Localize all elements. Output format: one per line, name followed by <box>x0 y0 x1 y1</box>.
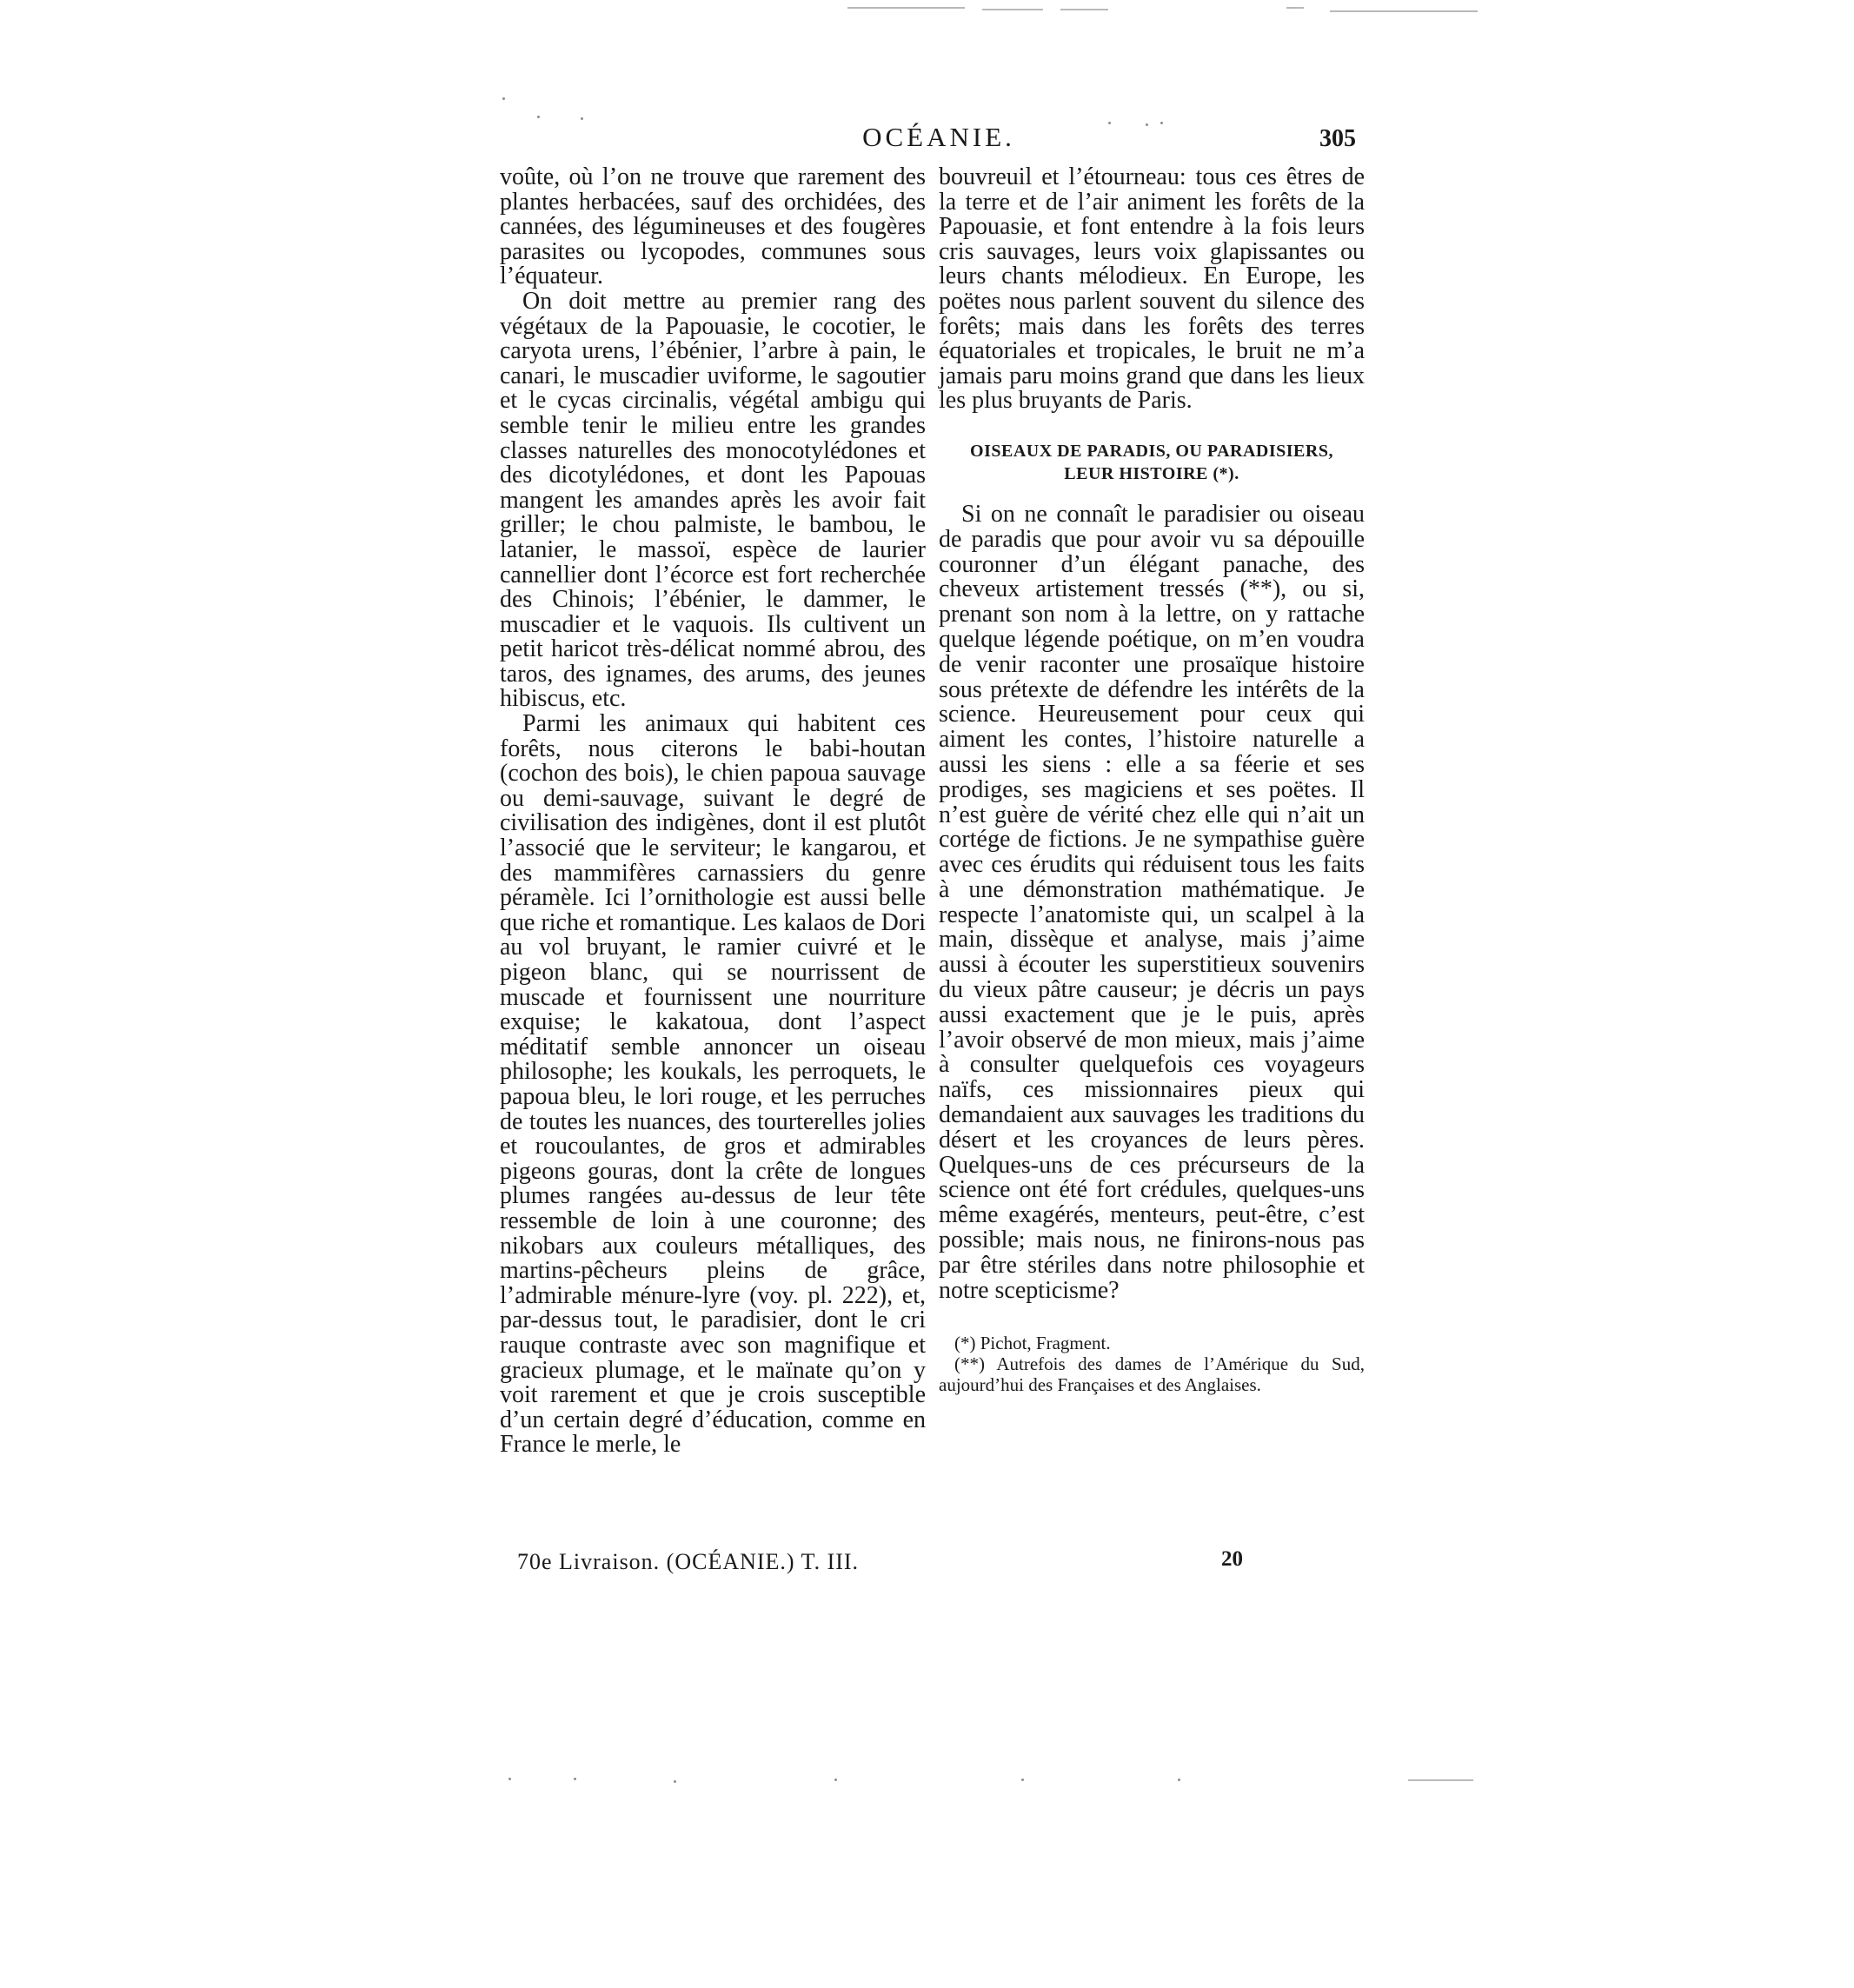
paragraph: Si on ne connaît le paradisier ou oiseau de paradis que pour avoir vu sa dépouille couronner d’un élégant panache, des cheveux artistement tressés (**), ou si, prenant son nom à la lettre, on y rattache quelque légende poétique, on m’en voudra de venir raconter une prosaïque histoire sous prétexte de défendre les intérêts de la science. Heureusement pour ceux qui aiment les contes, l’histoire naturelle a aussi les siens : elle a sa féerie et ses prodiges, ses magiciens et ses poëtes. Il n’est guère de vérité chez elle qui n’ait un cortége de fictions. Je ne sympathise guère avec ces érudits qui réduisent tous les faits à une démonstration mathématique. Je respecte l’anatomiste qui, un scalpel à la main, dissèque et analyse, mais j’aime aussi à écouter les superstitieux souvenirs du vieux pâtre causeur; je décris un pays aussi exactement que je le puis, après l’avoir observé de mon mieux, mais j’aime à consulter quelquefois ces voyageurs naïfs, ces missionnaires pieux qui demandaient aux sauvages les traditions du désert et les croyances de leurs pères. Quelques-uns de ces précurseurs de la science ont été fort crédules, quelques-uns même exagérés, menteurs, peut-être, c’est possible; mais nous, ne finirons-nous pas par être stériles dans notre philosophie et notre scepticisme? <box>939 500 1365 1304</box>
paragraph: Parmi les animaux qui habitent ces forêts, nous citerons le babi-houtan (cochon des bois), le chien papoua sauvage ou demi-sauvage, suivant le degré de civilisation des indigènes, dont il est plutôt l’associé que le serviteur; le kangarou, et des mammifères carnassiers du genre péramèle. Ici l’ornithologie est aussi belle que riche et romantique. Les kalaos de Dori au vol bruyant, le ramier cuivré et le pigeon blanc, qui se nourrissent de muscade et fournissent une nourriture exquise; le kakatoua, dont l’aspect méditatif semble annoncer un oiseau philosophe; les koukals, les perroquets, le papoua bleu, le lori rouge, et les perruches de toutes les nuances, des tourterelles jolies et roucoulantes, de gros et admirables pigeons gouras, dont la crête de longues plumes rangées au-dessus de leur tête ressemble de loin à une couronne; des nikobars aux couleurs métalliques, des martins-pêcheurs pleins de grâce, l’admirable ménure-lyre (voy. pl. 222), et, par-dessus tout, le paradisier, dont le cri rauque contraste avec son magnifique et gracieux plumage, et le maïnate qu’on y voit rarement et que je crois susceptible d’un certain degré d’éducation, comme en France le merle, le <box>500 710 926 1459</box>
scan-speck <box>581 117 583 120</box>
scan-artifact-line <box>1330 10 1478 12</box>
page-number: 305 <box>1319 125 1356 152</box>
scan-speck <box>502 97 505 100</box>
scan-speck <box>1178 1779 1180 1781</box>
scan-speck <box>674 1780 676 1783</box>
scan-artifact-line <box>1286 7 1304 9</box>
scan-speck <box>1146 123 1148 126</box>
section-heading <box>939 440 1365 485</box>
printer-signature: 70e Livraison. (OCÉANIE.) T. III. <box>517 1549 860 1574</box>
footnotes <box>939 1333 1365 1395</box>
scan-artifact-line <box>1408 1779 1473 1781</box>
scan-speck <box>537 116 540 118</box>
section-heading-line: OISEAUX DE PARADIS, OU PARADISIERS, <box>970 441 1333 461</box>
right-column <box>939 165 1365 1395</box>
paragraph: bouvreuil et l’étourneau: tous ces êtres de la terre et de l’air animent les forêts de la Papouasie, et font entendre à la fois leurs cris sauvages, leurs voix glapissantes ou leurs chants mélodieux. En Europe, les poëtes nous parlent souvent du silence des forêts; mais dans les forêts des terres équatoriales et tropicales, le bruit ne m’a jamais paru moins grand que dans les lieux les plus bruyants de Paris. <box>939 163 1365 415</box>
scan-artifact-line <box>847 7 965 9</box>
scan-speck <box>1160 122 1163 124</box>
left-column <box>500 165 926 1458</box>
section-heading-line: LEUR HISTOIRE (*). <box>1064 463 1239 483</box>
sheet-number: 20 <box>1221 1547 1243 1571</box>
scan-speck <box>834 1779 837 1781</box>
paragraph: On doit mettre au premier rang des végétaux de la Papouasie, le cocotier, le caryota urens, l’ébénier, l’arbre à pain, le canari, le muscadier uviforme, le sagoutier et le cycas circinalis, végétal ambigu qui semble tenir le milieu entre les grandes classes naturelles des monocotylédones et des dicotylédones, et dont les Papouas mangent les amandes après les avoir fait griller; le chou palmiste, le bambou, le latanier, le massoï, espèce de laurier cannellier dont l’écorce est fort recherchée des Chinois; l’ébénier, le dammer, le muscadier et le vaquois. Ils cultivent un petit haricot très-délicat nommé abrou, des taros, des ignames, des arums, des jeunes hibiscus, etc. <box>500 287 926 713</box>
scan-speck <box>1108 122 1111 124</box>
paragraph: voûte, où l’on ne trouve que rarement des plantes herbacées, sauf des orchidées, des cannées, des légumineuses et des fougères parasites ou lycopodes, communes sous l’équateur. <box>500 163 926 290</box>
scan-speck <box>574 1778 576 1780</box>
scan-artifact-line <box>982 9 1043 10</box>
footnote: (*) Pichot, Fragment. <box>954 1333 1111 1354</box>
footnote: (**) Autrefois des dames de l’Amérique du Sud, aujourd’hui des Françaises et des Anglaises. <box>939 1353 1365 1396</box>
scan-speck <box>1021 1779 1024 1781</box>
running-title: OCÉANIE. <box>862 122 1015 152</box>
scan-speck <box>508 1778 511 1780</box>
scan-artifact-line <box>1060 9 1108 10</box>
